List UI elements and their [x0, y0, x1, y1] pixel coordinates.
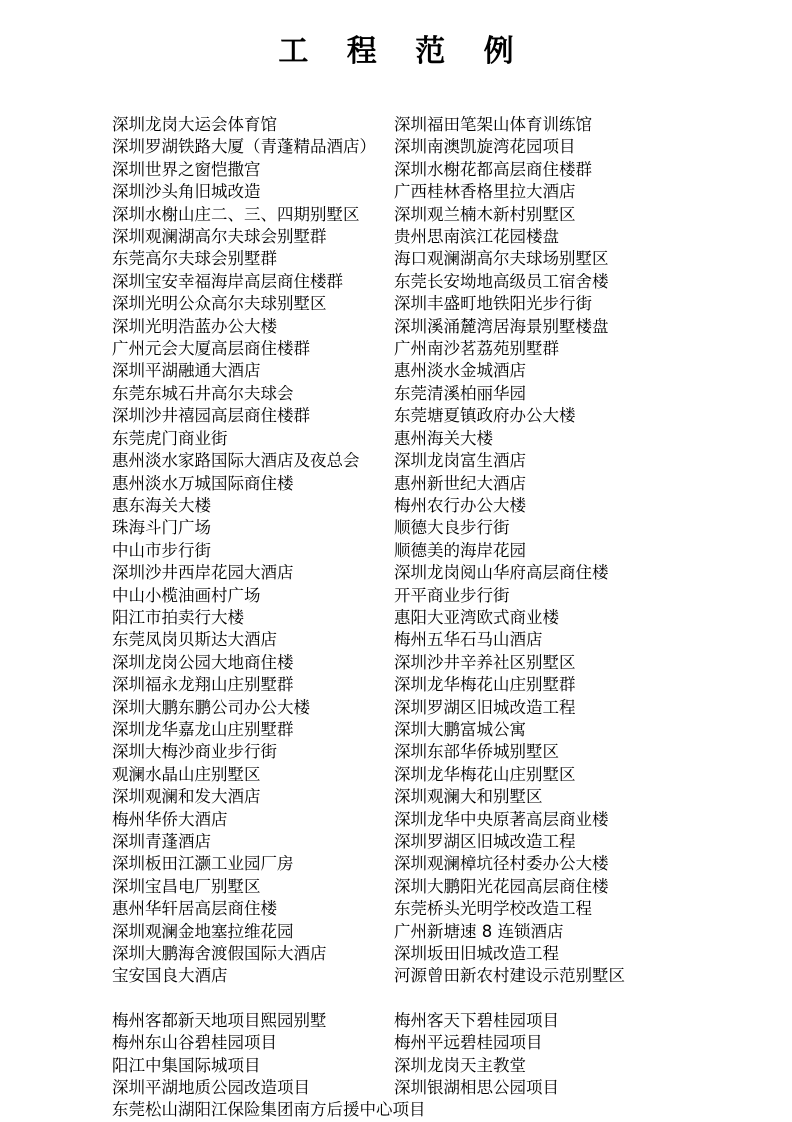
project-name: 深圳丰盛町地铁阳光步行街	[394, 294, 592, 314]
project-name: 深圳光明公众高尔夫球别墅区	[112, 294, 327, 314]
project-name: 深圳观兰楠木新村别墅区	[394, 204, 576, 224]
project-name: 东莞虎门商业街	[112, 428, 228, 448]
table-row	[112, 562, 722, 584]
project-name: 顺德美的海岸花园	[394, 540, 526, 560]
section-spacer	[0, 988, 792, 1010]
project-name: 深圳沙井辛养社区别墅区	[394, 652, 576, 672]
project-name: 惠州淡水家路国际大酒店及夜总会	[112, 451, 360, 471]
project-name: 深圳沙井西岸花园大酒店	[112, 563, 294, 583]
table-row	[112, 159, 722, 181]
project-name: 深圳光明浩蓝办公大楼	[112, 316, 277, 336]
project-name: 深圳沙头角旧城改造	[112, 182, 261, 202]
project-name: 深圳东部华侨城别墅区	[394, 742, 559, 762]
project-name: 深圳沙井禧园高层商住楼群	[112, 406, 310, 426]
table-row	[112, 921, 722, 943]
project-name: 深圳银湖相思公园项目	[394, 1078, 559, 1098]
project-name: 深圳龙华嘉龙山庄别墅群	[112, 719, 294, 739]
project-name: 深圳龙华梅花山庄别墅群	[394, 675, 576, 695]
table-row	[112, 786, 722, 808]
project-name: 深圳福永龙翔山庄别墅群	[112, 675, 294, 695]
table-row	[112, 181, 722, 203]
table-row	[112, 114, 722, 136]
project-name: 惠州华轩居高层商住楼	[112, 899, 277, 919]
project-name: 广州元会大厦高层商住楼群	[112, 339, 310, 359]
table-row	[112, 853, 722, 875]
table-row	[112, 450, 722, 472]
project-name: 深圳龙岗阅山华府高层商住楼	[394, 563, 609, 583]
table-row	[112, 943, 722, 965]
table-row	[112, 360, 722, 382]
table-row	[112, 383, 722, 405]
project-name: 深圳大梅沙商业步行街	[112, 742, 277, 762]
project-name: 深圳观澜和发大酒店	[112, 787, 261, 807]
project-name: 深圳观澜金地塞拉维花园	[112, 921, 294, 941]
project-name: 深圳溪涌麓湾居海景别墅楼盘	[394, 316, 609, 336]
table-row	[112, 1032, 722, 1054]
table-row	[112, 136, 722, 158]
project-name: 广西桂林香格里拉大酒店	[394, 182, 576, 202]
project-name: 深圳龙岗大运会体育馆	[112, 115, 277, 134]
project-name: 深圳龙岗富生酒店	[394, 451, 526, 471]
project-name: 海口观澜湖高尔夫球场别墅区	[394, 249, 609, 269]
project-name: 东莞长安坳地高级员工宿舍楼	[394, 271, 609, 291]
project-name: 观澜水晶山庄别墅区	[112, 764, 261, 784]
table-row	[112, 428, 722, 450]
project-name: 东莞凤岗贝斯达大酒店	[112, 630, 277, 650]
project-name: 东莞东城石井高尔夫球会	[112, 383, 294, 403]
project-name: 中山市步行街	[112, 540, 211, 560]
table-row	[112, 540, 722, 562]
table-row	[112, 764, 722, 786]
project-name: 惠州淡水金城酒店	[394, 361, 526, 381]
project-name: 深圳水榭山庄二、三、四期别墅区	[112, 204, 360, 224]
project-name: 深圳罗湖区旧城改造工程	[394, 832, 576, 851]
table-row	[112, 1010, 722, 1032]
table-row	[112, 517, 722, 539]
table-row	[112, 607, 722, 629]
project-name: 珠海斗门广场	[112, 518, 211, 538]
project-name: 广州南沙茗荔苑别墅群	[394, 339, 559, 359]
project-name: 梅州华侨大酒店	[112, 809, 228, 829]
project-name: 东莞高尔夫球会别墅群	[112, 249, 277, 269]
table-row	[112, 965, 722, 987]
project-name: 深圳罗湖铁路大厦（青蓬精品酒店）	[112, 137, 376, 157]
table-row	[112, 316, 722, 338]
project-name: 惠阳大亚湾欧式商业楼	[394, 607, 559, 627]
project-name: 广州新塘速 8 连锁酒店	[394, 921, 564, 941]
project-name: 东莞塘夏镇政府办公大楼	[394, 406, 576, 426]
project-name: 惠州海关大楼	[394, 428, 493, 448]
table-row	[112, 585, 722, 607]
table-row	[112, 405, 722, 427]
project-name: 梅州客天下碧桂园项目	[394, 1010, 559, 1030]
project-name: 深圳平湖融通大酒店	[112, 361, 261, 381]
project-name: 梅州平远碧桂园项目	[394, 1033, 543, 1053]
project-list-main	[0, 114, 792, 988]
table-row	[112, 674, 722, 696]
table-row	[112, 629, 722, 651]
project-name: 贵州思南滨江花园楼盘	[394, 227, 559, 247]
project-name: 东莞桥头光明学校改造工程	[394, 899, 592, 919]
project-name: 深圳观澜樟坑径村委办公大楼	[394, 854, 609, 874]
project-name: 梅州东山谷碧桂园项目	[112, 1033, 277, 1053]
project-name: 开平商业步行街	[394, 585, 510, 605]
table-row	[112, 697, 722, 719]
table-row	[112, 473, 722, 495]
project-name: 深圳罗湖区旧城改造工程	[394, 697, 576, 717]
table-row	[112, 248, 722, 270]
project-name: 深圳南澳凯旋湾花园项目	[394, 137, 576, 157]
table-row	[112, 1077, 722, 1099]
project-name: 深圳福田笔架山体育训练馆	[394, 115, 592, 134]
table-row	[112, 809, 722, 831]
project-name: 深圳大鹏东鹏公司办公大楼	[112, 697, 310, 717]
project-name: 深圳龙华中央原著高层商业楼	[394, 809, 609, 829]
project-name: 深圳宝昌电厂别墅区	[112, 876, 261, 896]
project-name: 深圳龙华梅花山庄别墅区	[394, 764, 576, 784]
table-row	[112, 204, 722, 226]
table-row	[112, 898, 722, 920]
project-name: 阳江市拍卖行大楼	[112, 607, 244, 627]
project-name: 东莞清溪柏丽华园	[394, 383, 526, 403]
project-name: 深圳青蓬酒店	[112, 832, 211, 851]
project-name: 惠州淡水万城国际商住楼	[112, 473, 294, 493]
table-row	[112, 271, 722, 293]
table-row	[112, 226, 722, 248]
table-row	[112, 1055, 722, 1077]
project-name: 惠州新世纪大酒店	[394, 473, 526, 493]
table-row	[112, 495, 722, 517]
project-name: 深圳世界之窗恺撒宫	[112, 159, 261, 179]
project-name: 深圳坂田旧城改造工程	[394, 944, 559, 964]
table-row	[112, 293, 722, 315]
project-name: 顺德大良步行街	[394, 518, 510, 538]
project-name: 深圳板田江灏工业园厂房	[112, 854, 294, 874]
project-name: 深圳龙岗公园大地商住楼	[112, 652, 294, 672]
table-row	[112, 831, 722, 853]
project-name: 梅州客都新天地项目熙园别墅	[112, 1010, 327, 1030]
project-name: 梅州五华石马山酒店	[394, 630, 543, 650]
project-name: 深圳观澜湖高尔夫球会别墅群	[112, 227, 327, 247]
project-name: 深圳龙岗天主教堂	[394, 1055, 526, 1075]
project-name: 深圳观澜大和别墅区	[394, 787, 543, 807]
project-name: 河源曾田新农村建设示范别墅区	[394, 966, 625, 986]
project-name: 东莞松山湖阳江保险集团南方后援中心项目	[112, 1100, 426, 1120]
table-row	[112, 338, 722, 360]
project-name: 中山小榄油画村广场	[112, 585, 261, 605]
project-name: 阳江中集国际城项目	[112, 1055, 261, 1075]
project-name: 梅州农行办公大楼	[394, 495, 526, 515]
table-row	[112, 719, 722, 741]
project-name: 深圳水榭花都高层商住楼群	[394, 159, 592, 179]
project-list-tail	[0, 1010, 792, 1122]
project-name: 惠东海关大楼	[112, 495, 211, 515]
table-row	[112, 876, 722, 898]
project-name: 深圳大鹏海舍渡假国际大酒店	[112, 944, 327, 964]
project-name: 深圳平湖地质公园改造项目	[112, 1078, 310, 1098]
table-row	[112, 741, 722, 763]
project-name: 深圳大鹏阳光花园高层商住楼	[394, 876, 609, 896]
project-name: 深圳大鹏富城公寓	[394, 719, 526, 739]
table-row	[112, 652, 722, 674]
project-name: 深圳宝安幸福海岸高层商住楼群	[112, 271, 343, 291]
page-title: 工 程 范 例	[278, 34, 528, 69]
project-name: 宝安国良大酒店	[112, 966, 228, 986]
table-row	[112, 1099, 722, 1121]
